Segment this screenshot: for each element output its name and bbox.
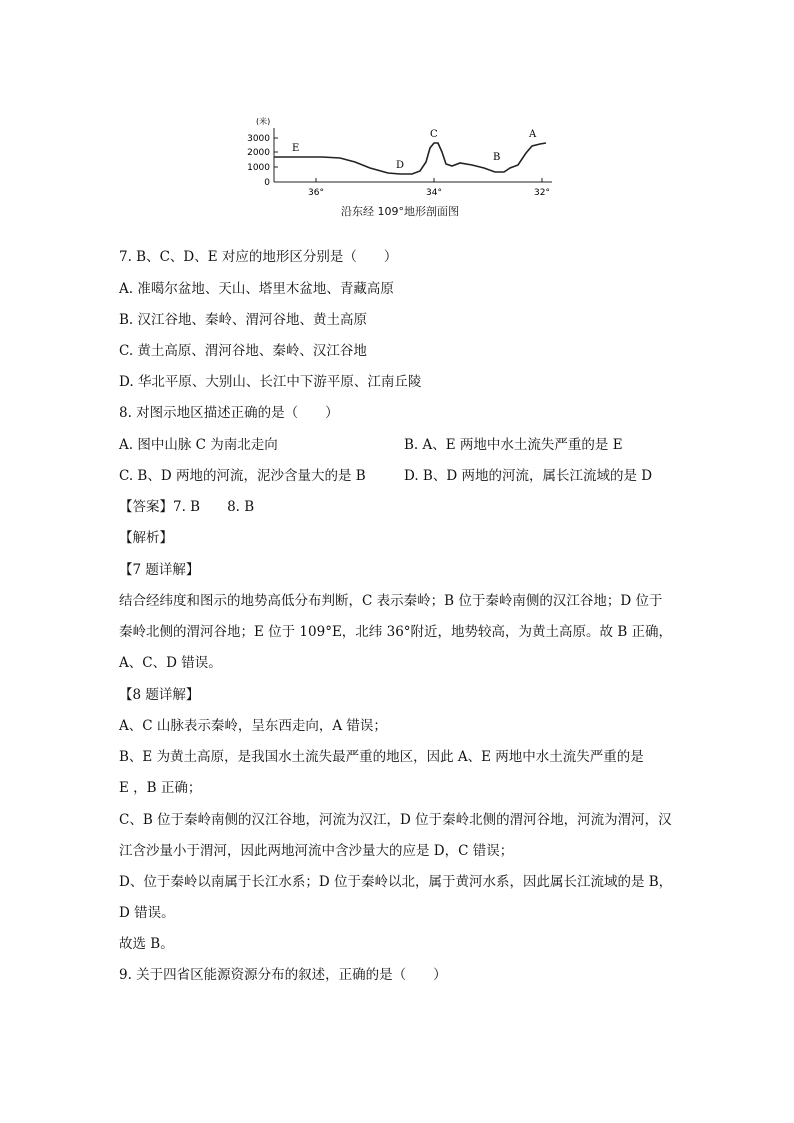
q7-explanation-line: A、C、D 错误。 (119, 655, 222, 671)
y-tick-label: 3000 (247, 134, 270, 144)
analysis-heading: 【解析】 (119, 530, 173, 546)
q7-explanation-line: 秦岭北侧的渭河谷地；E 位于 109°E，北纬 36°附近，地势较高，为黄土高原。故 B 正确， (119, 624, 673, 640)
point-label-a: A (529, 129, 537, 140)
q8-explanation-line: B、E 为黄土高原，是我国水土流失最严重的地区，因此 A、E 两地中水土流失严重的是 (119, 749, 644, 765)
q8-detail-heading: 【8 题详解】 (119, 687, 200, 703)
point-label-e: E (292, 143, 300, 154)
q8-explanation-line: D、位于秦岭以南属于长江水系；D 位于秦岭以北，属于黄河水系，因此属长江流域的是 B， (119, 874, 673, 890)
q8-explanation-line: D 错误。 (119, 905, 175, 921)
q8-option-d: D. B、D 两地的河流，属长江流域的是 D (404, 468, 653, 484)
q8-option-b: B. A、E 两地中水土流失严重的是 E (404, 437, 623, 453)
point-label-c: C (430, 129, 438, 140)
q7-option-c: C. 黄土高原、渭河谷地、秦岭、汉江谷地 (119, 343, 367, 359)
terrain-profile-figure (240, 110, 560, 222)
question-9-stem: 9. 关于四省区能源资源分布的叙述，正确的是（ ） (119, 967, 447, 983)
q8-option-a: A. 图中山脉 C 为南北走向 (119, 437, 278, 453)
q8-explanation-line: C、B 位于秦岭南侧的汉江谷地，河流为汉江，D 位于秦岭北侧的渭河谷地，河流为渭河，汉 (119, 812, 672, 828)
q8-conclusion: 故选 B。 (119, 936, 174, 952)
y-unit-label: (米) (256, 117, 271, 126)
q7-option-b: B. 汉江谷地、秦岭、渭河谷地、黄土高原 (119, 312, 368, 328)
q7-option-a: A. 准噶尔盆地、天山、塔里木盆地、青藏高原 (119, 281, 394, 297)
q8-explanation-line: 江含沙量小于渭河，因此两地河流中含沙量大的应是 D，C 错误； (119, 843, 514, 859)
terrain-profile-line (274, 143, 546, 174)
answer-line: 【答案】7. B 8. B (119, 499, 255, 515)
q7-detail-heading: 【7 题详解】 (119, 562, 200, 578)
terrain-profile-chart (240, 110, 560, 202)
point-label-d: D (396, 160, 405, 171)
figure-caption: 沿东经 109°地形剖面图 (341, 205, 459, 218)
q7-option-d: D. 华北平原、大别山、长江中下游平原、江南丘陵 (119, 374, 422, 390)
q8-explanation-line: A、C 山脉表示秦岭，呈东西走向，A 错误； (119, 718, 387, 734)
y-tick-label: 1000 (247, 163, 270, 173)
question-8-stem: 8. 对图示地区描述正确的是（ ） (119, 405, 339, 421)
y-tick-label: 0 (264, 178, 270, 188)
q7-explanation-line: 结合经纬度和图示的地势高低分布判断，C 表示秦岭；B 位于秦岭南侧的汉江谷地；D 位于 (119, 593, 663, 609)
question-7-stem: 7. B、C、D、E 对应的地形区分别是（ ） (119, 249, 398, 265)
q8-option-c: C. B、D 两地的河流，泥沙含量大的是 B (119, 468, 366, 484)
y-tick-label: 2000 (247, 148, 270, 158)
point-label-b: B (493, 152, 501, 163)
x-tick-label: 32° (534, 188, 550, 198)
q8-explanation-line: E ，B 正确； (119, 780, 202, 796)
x-tick-label: 36° (308, 188, 324, 198)
x-tick-label: 34° (426, 188, 442, 198)
